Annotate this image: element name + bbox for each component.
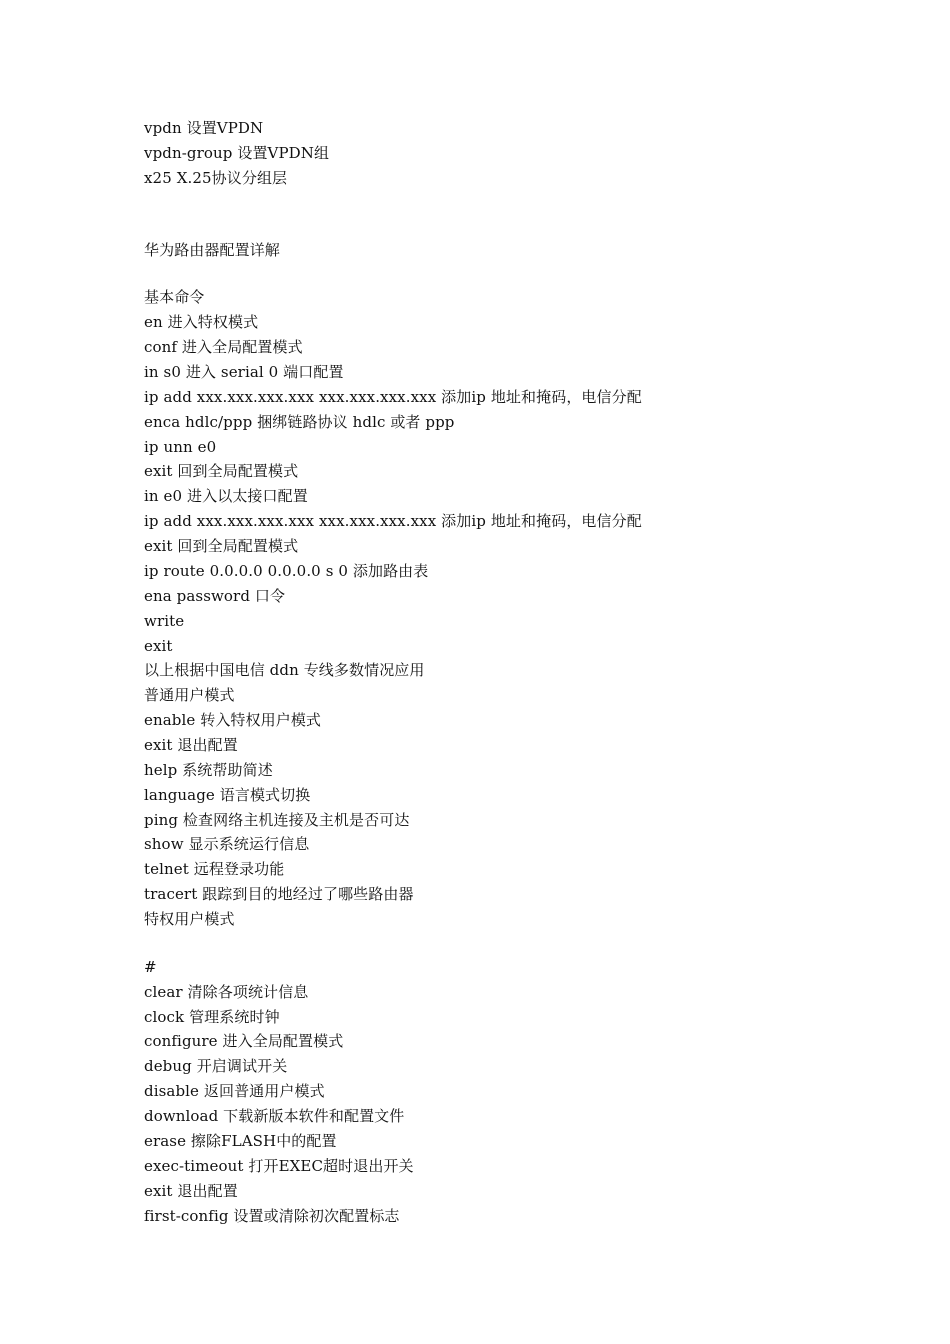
text-line: in s0 进入 serial 0 端口配置 — [144, 363, 344, 381]
text-line: exit 回到全局配置模式 — [144, 537, 299, 555]
text-line: conf 进入全局配置模式 — [144, 338, 303, 356]
text-line: erase 擦除FLASH中的配置 — [144, 1132, 337, 1150]
text-line: clear 清除各项统计信息 — [144, 983, 309, 1001]
text-line: enable 转入特权用户模式 — [144, 711, 322, 729]
text-line: help 系统帮助简述 — [144, 761, 273, 779]
text-line: clock 管理系统时钟 — [144, 1008, 280, 1026]
text-line: exit 退出配置 — [144, 1182, 238, 1200]
text-line: ena password 口令 — [144, 587, 286, 605]
text-line: ip unn e0 — [144, 438, 217, 456]
text-line: enca hdlc/ppp 捆绑链路协议 hdlc 或者 ppp — [144, 413, 455, 431]
text-line: debug 开启调试开关 — [144, 1057, 288, 1075]
text-line: download 下载新版本软件和配置文件 — [144, 1107, 405, 1125]
text-line: telnet 远程登录功能 — [144, 860, 285, 878]
text-line: configure 进入全局配置模式 — [144, 1032, 344, 1050]
text-line: disable 返回普通用户模式 — [144, 1082, 325, 1100]
text-line: in e0 进入以太接口配置 — [144, 487, 308, 505]
text-line: exit — [144, 637, 173, 655]
section-heading: 特权用户模式 — [144, 910, 235, 928]
section-heading: 基本命令 — [144, 288, 205, 306]
section-heading: 普通用户模式 — [144, 686, 235, 704]
section-title: 华为路由器配置详解 — [144, 241, 280, 259]
text-line: first-config 设置或清除初次配置标志 — [144, 1207, 400, 1225]
text-line: vpdn-group 设置VPDN组 — [144, 144, 330, 162]
text-line: # — [144, 958, 157, 976]
text-line: exec-timeout 打开EXEC超时退出开关 — [144, 1157, 414, 1175]
text-line: en 进入特权模式 — [144, 313, 259, 331]
text-line: ip add xxx.xxx.xxx.xxx xxx.xxx.xxx.xxx 添加ip 地址和掩码，电信分配 — [144, 512, 642, 530]
text-line: ping 检查网络主机连接及主机是否可达 — [144, 811, 410, 829]
text-line: vpdn 设置VPDN — [144, 119, 264, 137]
text-line: x25 X.25协议分组层 — [144, 169, 288, 187]
text-line: language 语言模式切换 — [144, 786, 311, 804]
text-line: show 显示系统运行信息 — [144, 835, 310, 853]
text-line: exit 回到全局配置模式 — [144, 462, 299, 480]
text-line: ip route 0.0.0.0 0.0.0.0 s 0 添加路由表 — [144, 562, 429, 580]
text-line: write — [144, 612, 185, 630]
text-line: exit 退出配置 — [144, 736, 238, 754]
text-line: 以上根据中国电信 ddn 专线多数情况应用 — [144, 661, 425, 679]
text-line: tracert 跟踪到目的地经过了哪些路由器 — [144, 885, 414, 903]
text-line: ip add xxx.xxx.xxx.xxx xxx.xxx.xxx.xxx 添加ip 地址和掩码，电信分配 — [144, 388, 642, 406]
